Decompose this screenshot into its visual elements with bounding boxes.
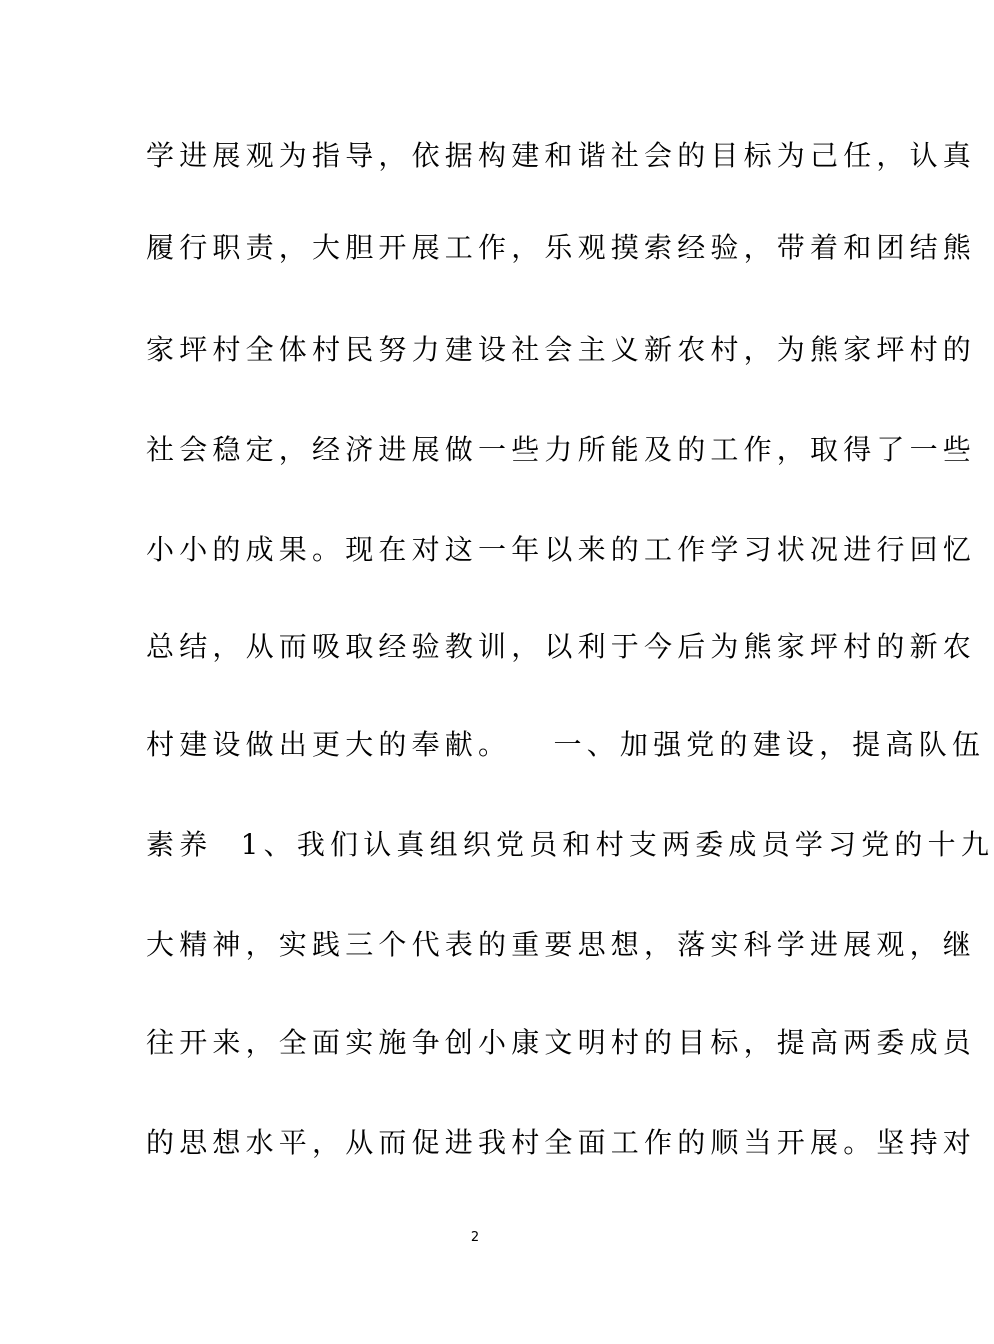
body-text-line: 往开来，全面实施争创小康文明村的目标，提高两委成员	[146, 1026, 977, 1059]
body-text-line: 素养 1、我们认真组织党员和村支两委成员学习党的十九	[146, 828, 994, 861]
body-text-line: 社会稳定，经济进展做一些力所能及的工作，取得了一些	[146, 433, 977, 466]
body-text-line: 学进展观为指导，依据构建和谐社会的目标为己任，认真	[146, 139, 977, 172]
body-text-line: 家坪村全体村民努力建设社会主义新农村，为熊家坪村的	[146, 333, 977, 366]
page-number: 2	[470, 1230, 480, 1245]
body-text-line: 小小的成果。现在对这一年以来的工作学习状况进行回忆	[146, 533, 977, 566]
body-text-line: 的思想水平，从而促进我村全面工作的顺当开展。坚持对	[146, 1126, 977, 1159]
body-text-line: 履行职责，大胆开展工作，乐观摸索经验，带着和团结熊	[146, 231, 977, 264]
body-text-line: 总结，从而吸取经验教训，以利于今后为熊家坪村的新农	[146, 630, 977, 663]
body-text-line: 村建设做出更大的奉献。 一、加强党的建设，提高队伍	[146, 728, 986, 761]
body-text-line: 大精神，实践三个代表的重要思想，落实科学进展观，继	[146, 928, 977, 961]
